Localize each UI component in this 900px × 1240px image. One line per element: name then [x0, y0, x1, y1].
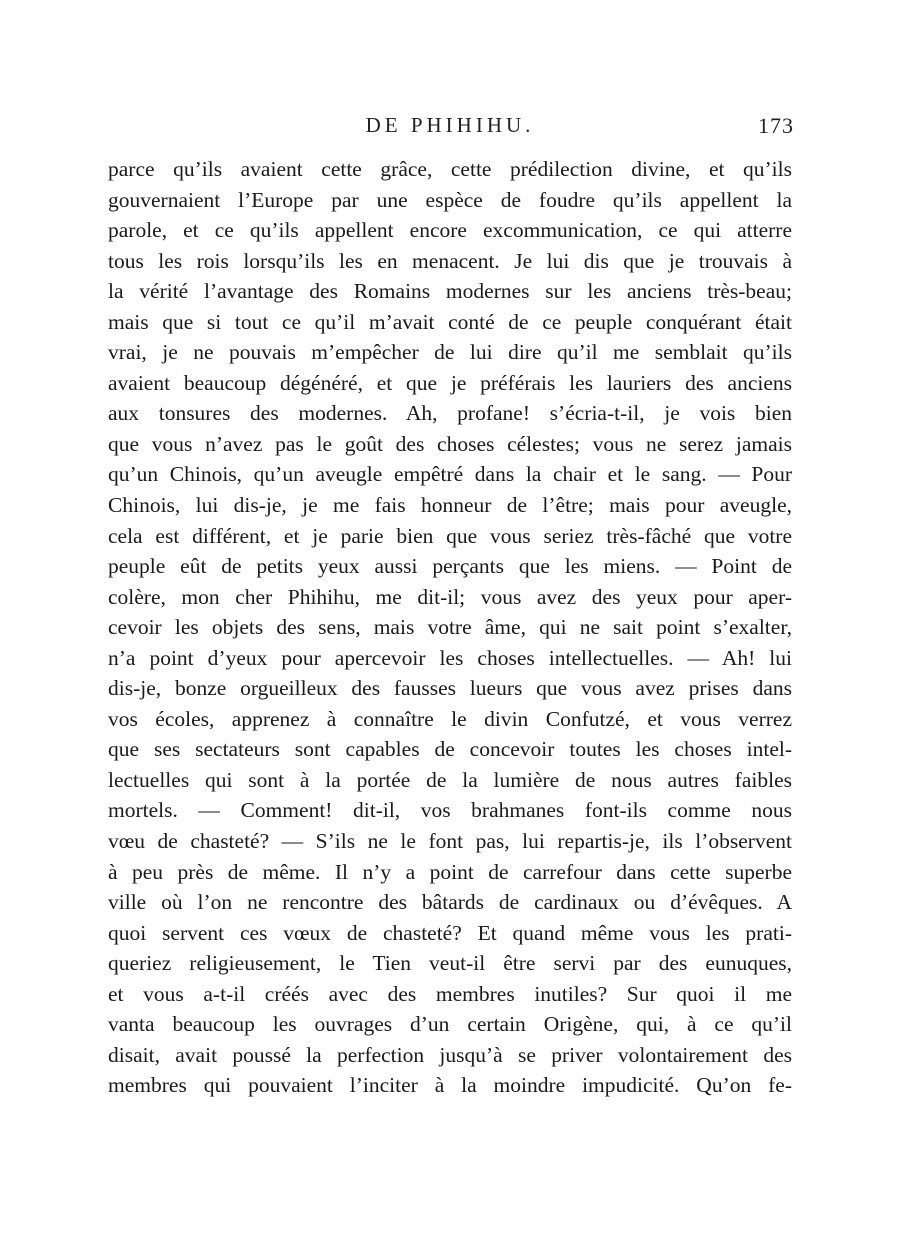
text-line: cela est différent, et je parie bien que vous seriez très-fâché que votre [108, 523, 792, 548]
running-head [108, 113, 792, 143]
text-line: queriez religieusement, le Tien veut-il être servi par des eunuques, [108, 951, 792, 976]
text-line: Chinois, lui dis-je, je me fais honneur de l’être; mais pour aveugle, [108, 493, 792, 518]
text-line: parce qu’ils avaient cette grâce, cette prédilection divine, et qu’ils [108, 157, 792, 181]
text-line: à peu près de même. Il n’y a point de carrefour dans cette superbe [108, 859, 792, 884]
text-line: peuple eût de petits yeux aussi perçants que les miens. — Point de [108, 554, 792, 579]
text-line: vœu de chasteté? — S’ils ne le font pas, lui repartis-je, ils l’observent [108, 829, 792, 854]
text-line: aux tonsures des modernes. Ah, profane! s’écria-t-il, je vois bien [108, 401, 792, 426]
text-line: que ses sectateurs sont capables de concevoir toutes les choses intel- [108, 737, 792, 762]
text-line: n’a point d’yeux pour apercevoir les choses intellectuelles. — Ah! lui [108, 645, 792, 670]
text-line: cevoir les objets des sens, mais votre âme, qui ne sait point s’exalter, [108, 615, 792, 640]
text-line: vrai, je ne pouvais m’empêcher de lui dire qu’il me semblait qu’ils [108, 340, 792, 365]
running-title: DE PHIHIHU. [365, 113, 535, 137]
text-line: membres qui pouvaient l’inciter à la moindre impudicité. Qu’on fe- [108, 1073, 792, 1098]
text-line: mais que si tout ce qu’il m’avait conté de ce peuple conquérant était [108, 309, 792, 334]
body-text [108, 154, 792, 1101]
text-line: et vous a-t-il créés avec des membres inutiles? Sur quoi il me [108, 981, 792, 1006]
text-line: qu’un Chinois, qu’un aveugle empêtré dans la chair et le sang. — Pour [108, 462, 792, 487]
text-line: vos écoles, apprenez à connaître le divin Confutzé, et vous verrez [108, 706, 792, 731]
text-line: mortels. — Comment! dit-il, vos brahmanes font-ils comme nous [108, 798, 792, 823]
text-line: lectuelles qui sont à la portée de la lumière de nous autres faibles [108, 767, 792, 792]
text-line: colère, mon cher Phihihu, me dit-il; vous avez des yeux pour aper- [108, 584, 792, 609]
text-line: la vérité l’avantage des Romains modernes sur les anciens très-beau; [108, 279, 792, 304]
text-line: que vous n’avez pas le goût des choses célestes; vous ne serez jamais [108, 431, 792, 456]
text-line: vanta beaucoup les ouvrages d’un certain Origène, qui, à ce qu’il [108, 1012, 792, 1037]
text-line: quoi servent ces vœux de chasteté? Et quand même vous les prati- [108, 920, 792, 945]
text-line: parole, et ce qu’ils appellent encore excommunication, ce qui atterre [108, 218, 792, 243]
text-line: disait, avait poussé la perfection jusqu’à se priver volontairement des [108, 1042, 792, 1067]
text-line: dis-je, bonze orgueilleux des fausses lueurs que vous avez prises dans [108, 676, 792, 701]
text-line: gouvernaient l’Europe par une espèce de foudre qu’ils appellent la [108, 187, 792, 212]
text-line: tous les rois lorsqu’ils les en menacent. Je lui dis que je trouvais à [108, 248, 792, 273]
text-line: ville où l’on ne rencontre des bâtards de cardinaux ou d’évêques. A [108, 890, 792, 915]
page-number: 173 [758, 113, 794, 138]
text-line: avaient beaucoup dégénéré, et que je préférais les lauriers des anciens [108, 370, 792, 395]
